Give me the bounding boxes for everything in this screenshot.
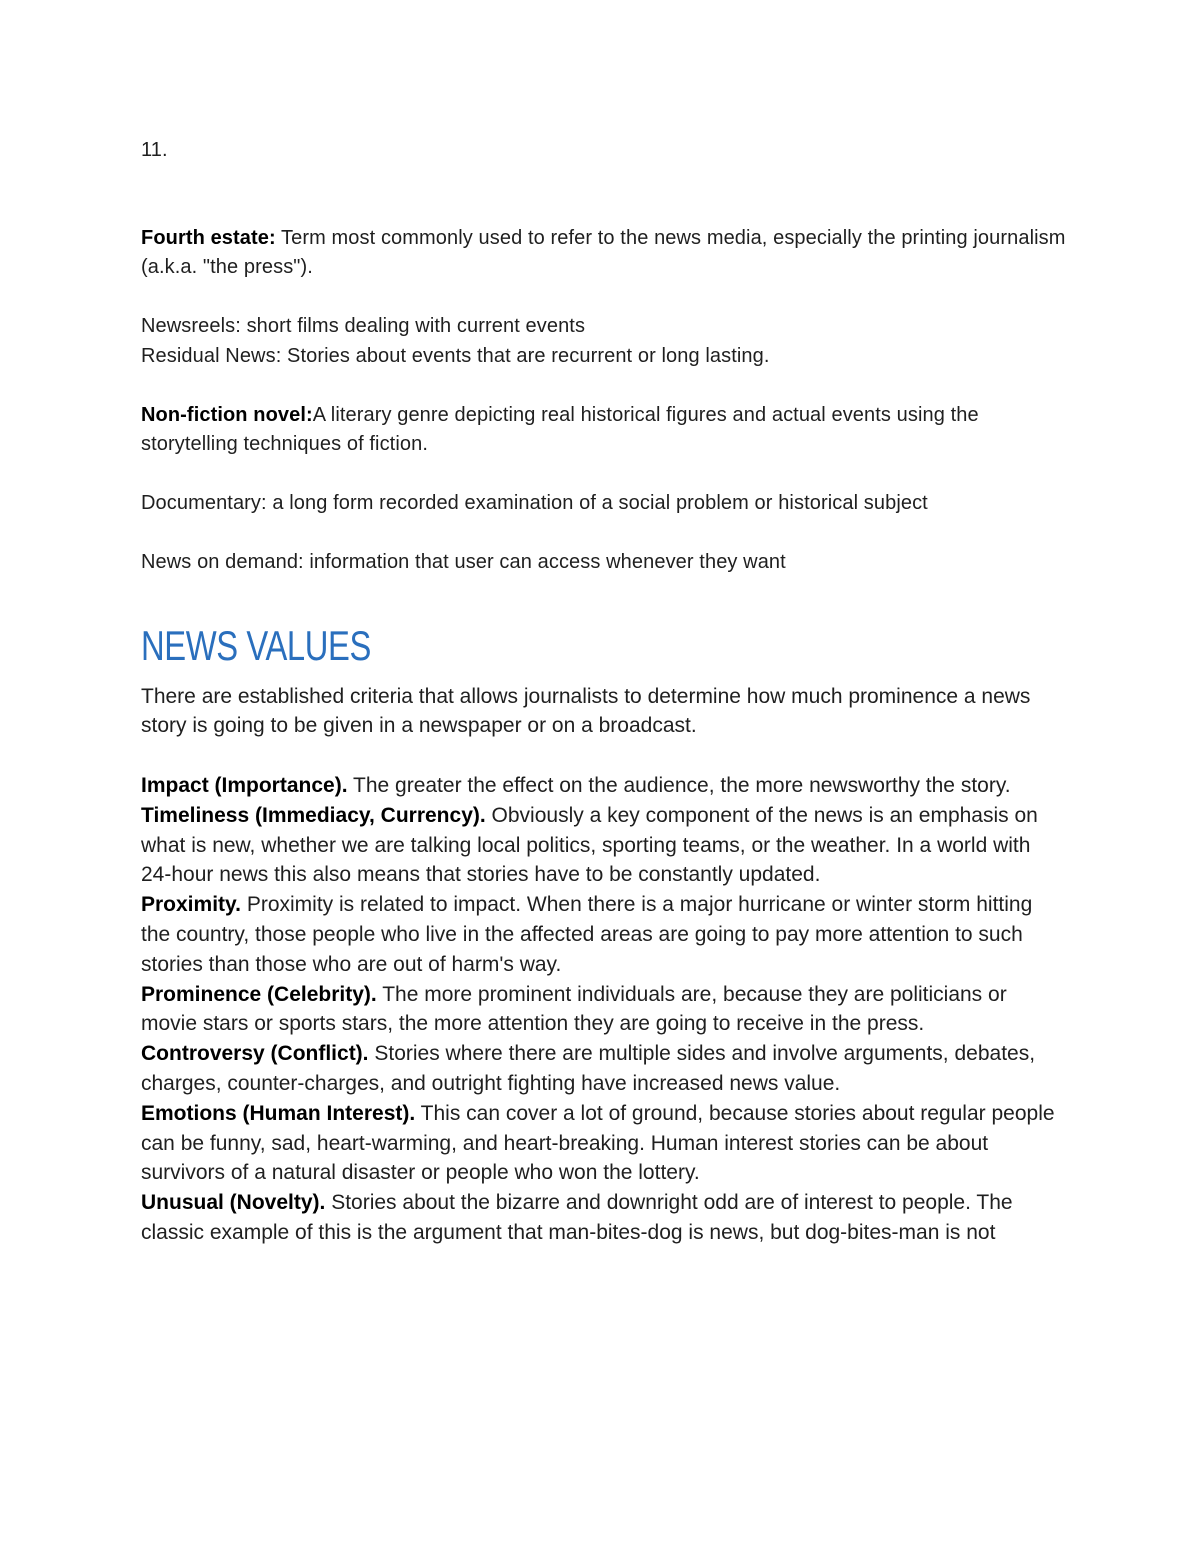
news-value-term: Timeliness (Immediacy, Currency). xyxy=(141,803,486,827)
news-value-term: Prominence (Celebrity). xyxy=(141,982,377,1006)
news-value-item xyxy=(141,1188,1066,1248)
section-intro: There are established criteria that allows journalists to determine how much prominence a news story is going to be given in a newspaper or on a broadcast. xyxy=(141,684,1031,738)
spacer xyxy=(141,371,1066,401)
news-value-text: Stories about the bizarre and downright odd are of interest to people. The classic example of this is the argument that man-bites-dog is news, but dog-bites-man is not xyxy=(141,1191,1013,1245)
section-heading: NEWS VALUES xyxy=(141,621,371,669)
news-value-text: Stories where there are multiple sides and involve arguments, debates, charges, counter-charges, and outright fighting have increased news value. xyxy=(141,1042,1036,1096)
definition-text: Term most commonly used to refer to the news media, especially the printing journalism (a.k.a. "the press"). xyxy=(141,226,1066,278)
document-page xyxy=(141,136,1066,1248)
news-value-item xyxy=(141,1039,1066,1099)
news-value-item xyxy=(141,801,1066,890)
spacer xyxy=(141,460,1066,490)
news-value-text: The greater the effect on the audience, the more newsworthy the story. xyxy=(347,774,1011,798)
news-value-item xyxy=(141,1099,1066,1188)
spacer xyxy=(141,519,1066,549)
news-value-text: The more prominent individuals are, because they are politicians or movie stars or sports stars, the more attention they are going to receive in the press. xyxy=(141,982,1007,1036)
definitions-block xyxy=(141,136,1066,578)
term-fourth-estate: Fourth estate: xyxy=(141,226,276,249)
news-value-text: Obviously a key component of the news is an emphasis on what is new, whether we are talking local politics, sporting teams, or the weather. In a world with 24-hour news this also means that stories have to be constantly updated. xyxy=(141,803,1038,887)
definition-residual-news: Residual News: Stories about events that are recurrent or long lasting. xyxy=(141,344,770,367)
news-value-item xyxy=(141,890,1066,979)
term-non-fiction-novel: Non-fiction novel: xyxy=(141,403,313,426)
news-value-text: This can cover a lot of ground, because stories about regular people can be funny, sad, heart-warming, and heart-breaking. Human interest stories can be about survivors of a natural disaster or people who won the lottery. xyxy=(141,1101,1055,1185)
news-value-term: Unusual (Novelty). xyxy=(141,1191,326,1215)
news-value-term: Proximity. xyxy=(141,893,241,917)
definition-news-on-demand: News on demand: information that user can access whenever they want xyxy=(141,551,786,573)
news-value-item xyxy=(141,980,1066,1040)
news-values-block xyxy=(141,682,1066,1248)
news-value-term: Impact (Importance). xyxy=(141,774,348,798)
news-value-item xyxy=(141,771,1066,801)
news-value-term: Emotions (Human Interest). xyxy=(141,1101,416,1125)
spacer xyxy=(141,741,1066,771)
definition-newsreels: Newsreels: short films dealing with current events xyxy=(141,315,586,337)
news-value-term: Controversy (Conflict). xyxy=(141,1042,369,1066)
definition-fourth-estate xyxy=(141,224,1066,283)
spacer xyxy=(141,283,1066,313)
definition-non-fiction-novel xyxy=(141,401,1066,460)
definition-text: A literary genre depicting real historical figures and actual events using the storytelling techniques of fiction. xyxy=(141,403,979,455)
page-number: 11. xyxy=(141,139,168,161)
news-value-text: Proximity is related to impact. When there is a major hurricane or winter storm hitting the country, those people who live in the affected areas are going to pay more attention to such stories than those who are out of harm's way. xyxy=(141,893,1033,976)
definition-documentary: Documentary: a long form recorded examination of a social problem or historical subject xyxy=(141,492,928,514)
